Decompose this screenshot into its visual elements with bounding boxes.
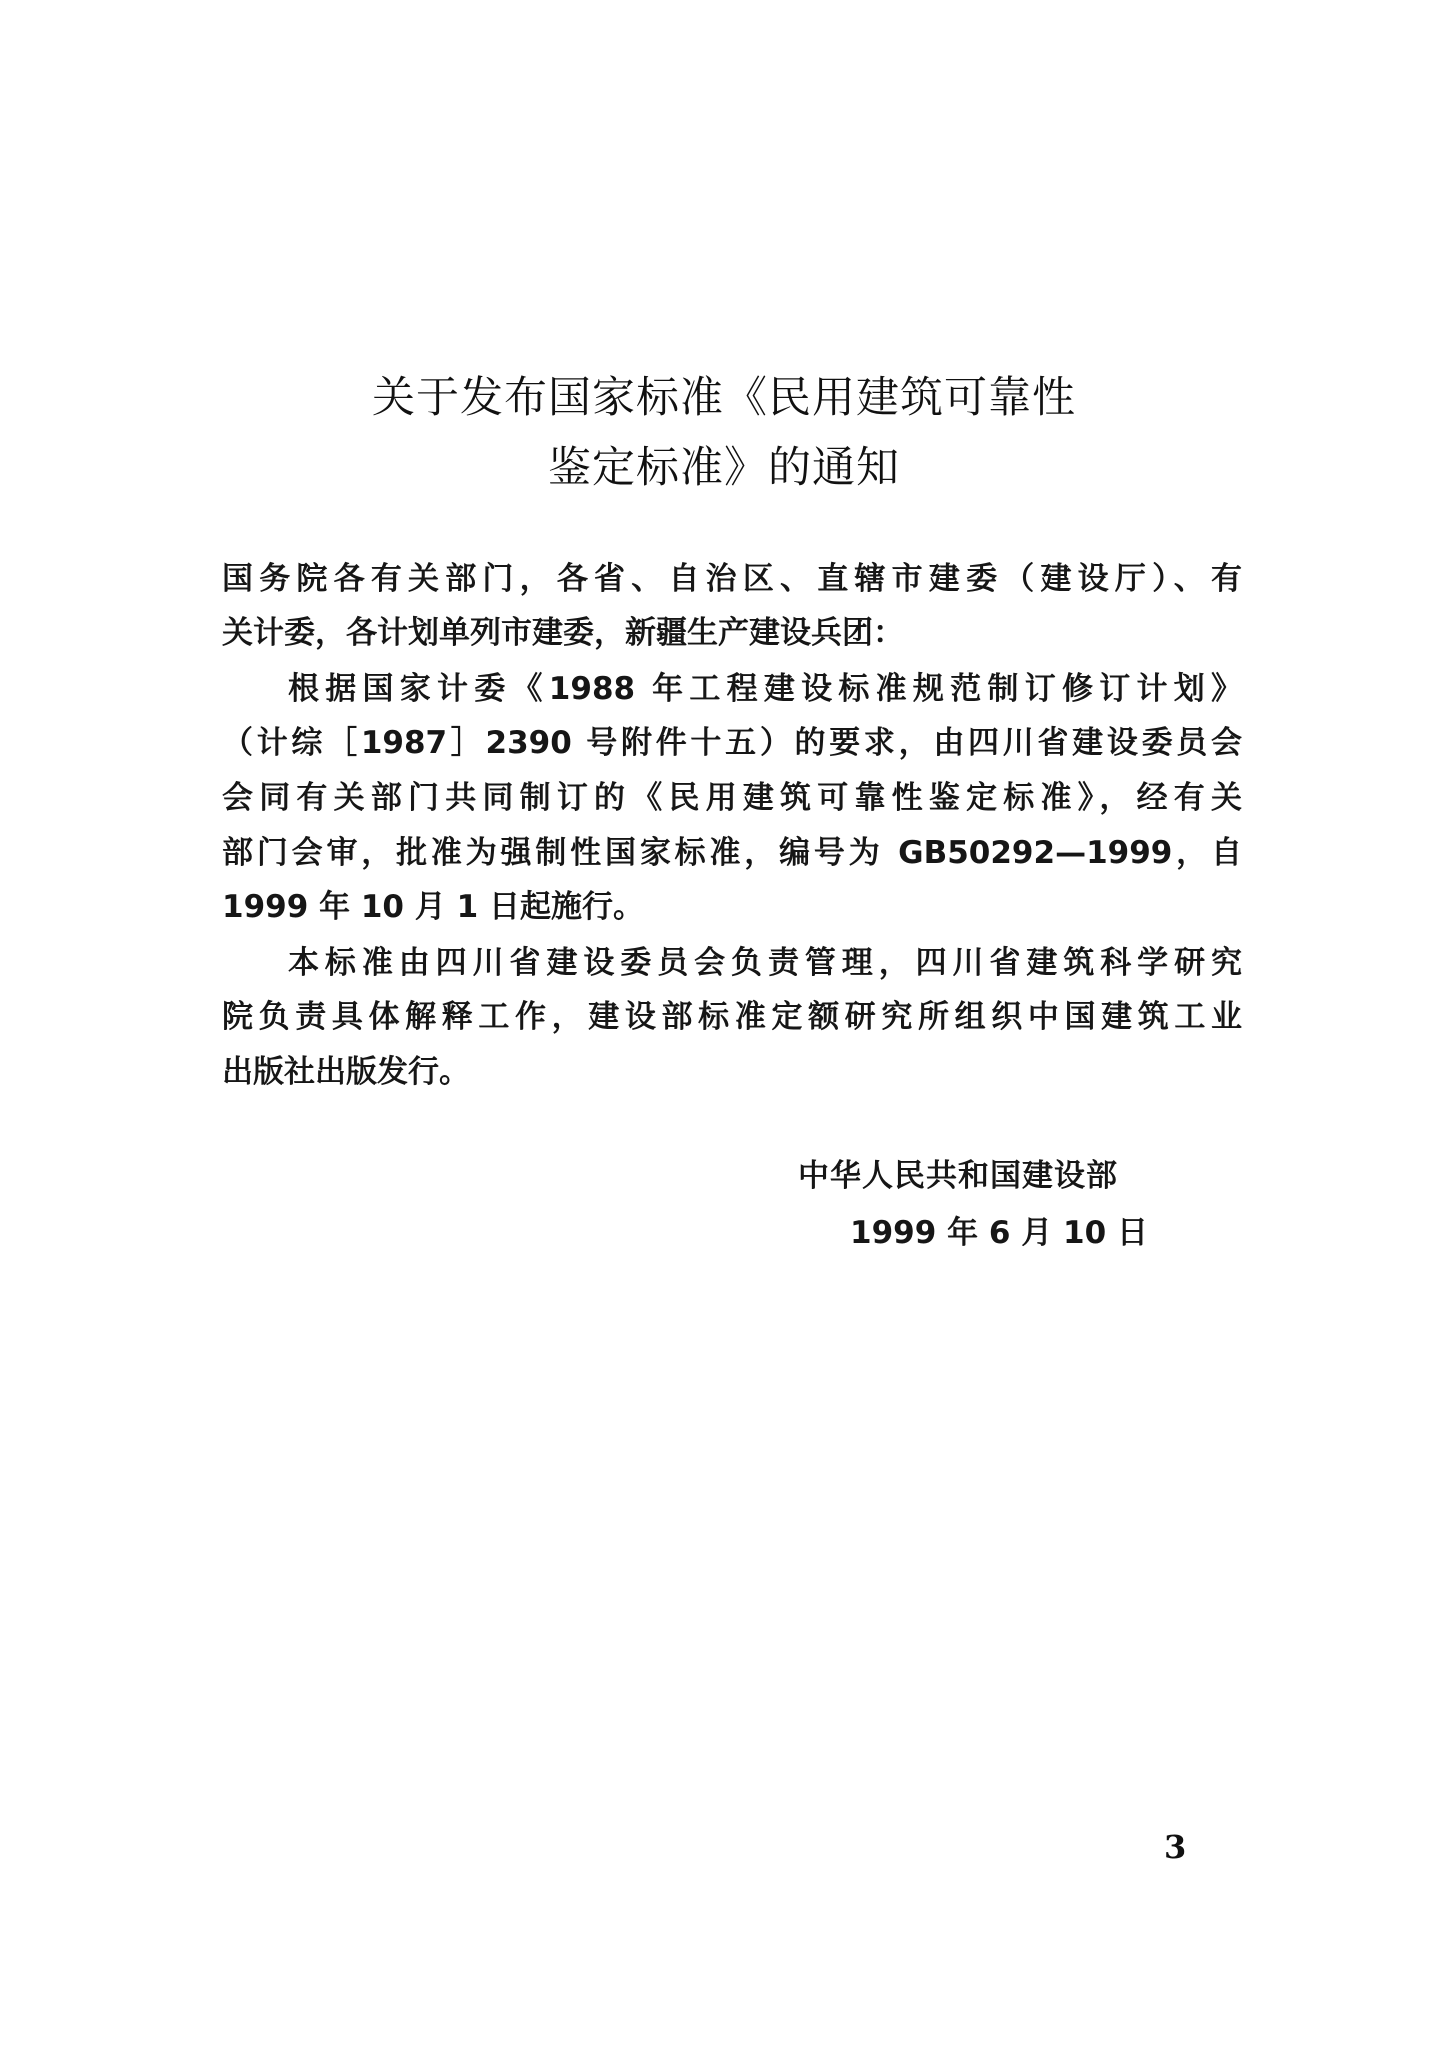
notice-title-line-1: 关于发布国家标准《民用建筑可靠性	[372, 373, 1076, 423]
addressee-line-1: 国务院各有关部门，各省、自治区、直辖市建委（建设厅）、有	[222, 561, 1242, 597]
paragraph1-line-3: 会同有关部门共同制订的《民用建筑可靠性鉴定标准》，经有关	[222, 780, 1242, 816]
paragraph2-line-1: 本标准由四川省建设委员会负责管理，四川省建筑科学研究	[288, 945, 1242, 981]
signature-date: 1999 年 6 月 10 日	[850, 1215, 1148, 1251]
signature-organization: 中华人民共和国建设部	[798, 1158, 1118, 1194]
paragraph1-line-2: （计综［1987］2390 号附件十五）的要求，由四川省建设委员会	[222, 725, 1242, 761]
addressee-line-2: 关计委，各计划单列市建委，新疆生产建设兵团：	[222, 615, 904, 651]
paragraph1-line-5: 1999 年 10 月 1 日起施行。	[222, 889, 644, 925]
paragraph2-line-3: 出版社出版发行。	[222, 1054, 470, 1090]
paragraph1-line-4: 部门会审，批准为强制性国家标准，编号为 GB50292—1999，自	[222, 835, 1242, 871]
notice-body	[222, 558, 1242, 1118]
page-number: 3	[1164, 1828, 1187, 1866]
notice-title-line-2: 鉴定标准》的通知	[548, 443, 900, 493]
paragraph2-line-2: 院负责具体解释工作，建设部标准定额研究所组织中国建筑工业	[222, 999, 1242, 1035]
paragraph1-line-1: 根据国家计委《1988 年工程建设标准规范制订修订计划》	[288, 671, 1242, 707]
